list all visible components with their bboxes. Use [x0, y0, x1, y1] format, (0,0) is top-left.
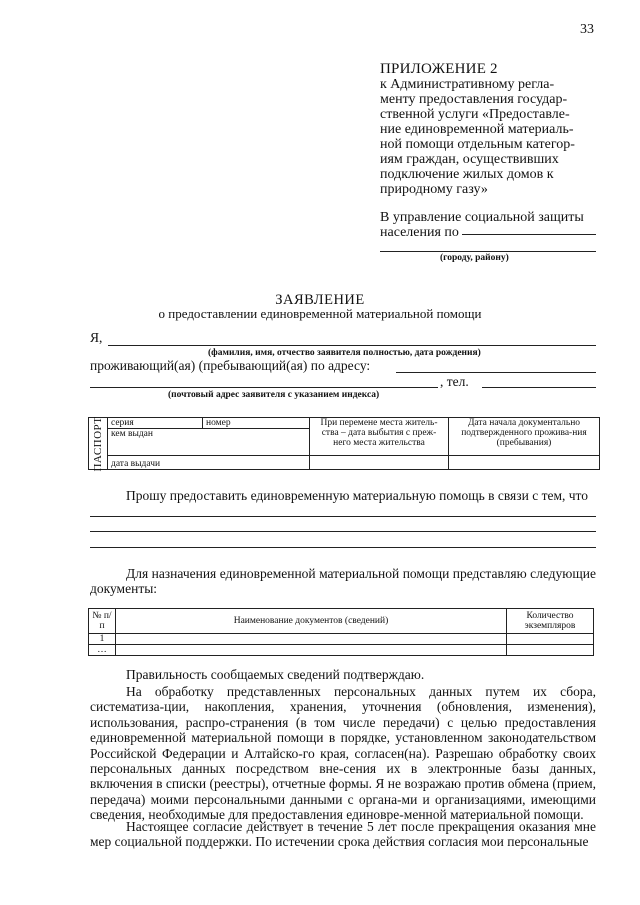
- validity-paragraph: Настоящее согласие действует в течение 5 лет после прекращения оказания мне мер социальной поддержки. По истечении срока действия согласия мои персональные: [90, 819, 596, 850]
- passport-vertical-label: ПАСПОРТ: [89, 418, 108, 470]
- tel-label: , тел.: [440, 374, 469, 389]
- addressee-caption: (городу, району): [440, 253, 509, 263]
- doc-count-header: Количество экземпляров: [507, 609, 594, 634]
- residence-start-cell[interactable]: [449, 456, 600, 470]
- addressee-district-field[interactable]: [462, 234, 596, 235]
- addressee-extra-field[interactable]: [380, 251, 596, 252]
- page-number: 33: [580, 22, 594, 37]
- address-field-2[interactable]: [90, 387, 438, 388]
- address-caption: (почтовый адрес заявителя с указанием индекса): [168, 390, 380, 400]
- applicant-name-field[interactable]: [108, 345, 596, 346]
- appendix-line: ние единовременной материаль-: [380, 122, 574, 137]
- addressee-line1: В управление социальной защиты: [380, 210, 584, 225]
- reason-line-2[interactable]: [90, 531, 596, 532]
- doc-row-num: …: [89, 645, 116, 656]
- appendix-line: к Административному регла-: [380, 77, 555, 92]
- doc-name-header: Наименование документов (сведений): [116, 609, 507, 634]
- appendix-line: иям граждан, осуществивших: [380, 152, 559, 167]
- doc-row-name[interactable]: [116, 645, 507, 656]
- doc-title: ЗАЯВЛЕНИЕ: [275, 292, 365, 308]
- passport-table: [88, 417, 600, 470]
- address-field-1[interactable]: [396, 372, 596, 373]
- appendix-line: ной помощи отдельным категор-: [380, 137, 575, 152]
- appendix-line: подключение жилых домов к: [380, 167, 554, 182]
- reason-line-1[interactable]: [90, 516, 596, 517]
- number-cell[interactable]: номер: [203, 418, 310, 429]
- addressee-line2: населения по: [380, 225, 459, 240]
- doc-row-name[interactable]: [116, 634, 507, 645]
- appendix-line: менту предоставления государ-: [380, 92, 568, 107]
- appendix-block: [380, 62, 595, 197]
- appendix-title: ПРИЛОЖЕНИЕ 2: [380, 61, 498, 77]
- docs-intro-2: документы:: [90, 581, 158, 596]
- confirm-text: Правильность сообщаемых сведений подтверждаю.: [126, 667, 425, 682]
- appendix-line: природному газу»: [380, 182, 488, 197]
- issue-date-cell[interactable]: дата выдачи: [108, 456, 310, 470]
- departure-date-header: При перемене места житель-ства – дата выбытия с преж-него места жительства: [310, 418, 449, 456]
- appendix-line: ственной услуги «Предоставле-: [380, 107, 570, 122]
- residing-label: проживающий(ая) (пребывающий(ая) по адресу:: [90, 358, 371, 373]
- request-text: Прошу предоставить единовременную материальную помощь в связи с тем, что: [126, 488, 589, 503]
- doc-row-count[interactable]: [507, 634, 594, 645]
- consent-paragraph: На обработку представленных персональных данных путем их сбора, систематиза-ции, накопления, хранения, уточнения (обновления, изменения), использования, распро-странения (в том числе передачи) с целью предоставления единовременной материальной помощи в порядке, установленном законодательством Российской Федерации и Алтайско-го края, согласен(на). Разрешаю обработку своих персональных данных посредством вне-сения их в электронные базы данных, включения в списки (реестры), отчетные формы. Я не возражаю против обмена (прием, передача) моими персональными данными с органа-ми и организациями, имеющими сведения, необходимые для предоставления единовре-менной материальной помощи.: [90, 684, 596, 823]
- doc-num-header: № п/п: [89, 609, 116, 634]
- residence-start-header: Дата начала документально подтвержденного прожива-ния (пребывания): [449, 418, 600, 456]
- reason-line-3[interactable]: [90, 547, 596, 548]
- docs-intro-1: Для назначения единовременной материальной помощи представляю следующие: [126, 566, 596, 581]
- issued-by-cell[interactable]: кем выдан: [108, 429, 310, 456]
- documents-table: [88, 608, 594, 656]
- series-cell[interactable]: серия: [108, 418, 203, 429]
- doc-row-num: 1: [89, 634, 116, 645]
- applicant-ya: Я,: [90, 330, 103, 345]
- name-caption: (фамилия, имя, отчество заявителя полностью, дата рождения): [208, 348, 481, 358]
- tel-field[interactable]: [482, 387, 596, 388]
- doc-subtitle: о предоставлении единовременной материальной помощи: [158, 306, 482, 321]
- departure-date-cell[interactable]: [310, 456, 449, 470]
- doc-row-count[interactable]: [507, 645, 594, 656]
